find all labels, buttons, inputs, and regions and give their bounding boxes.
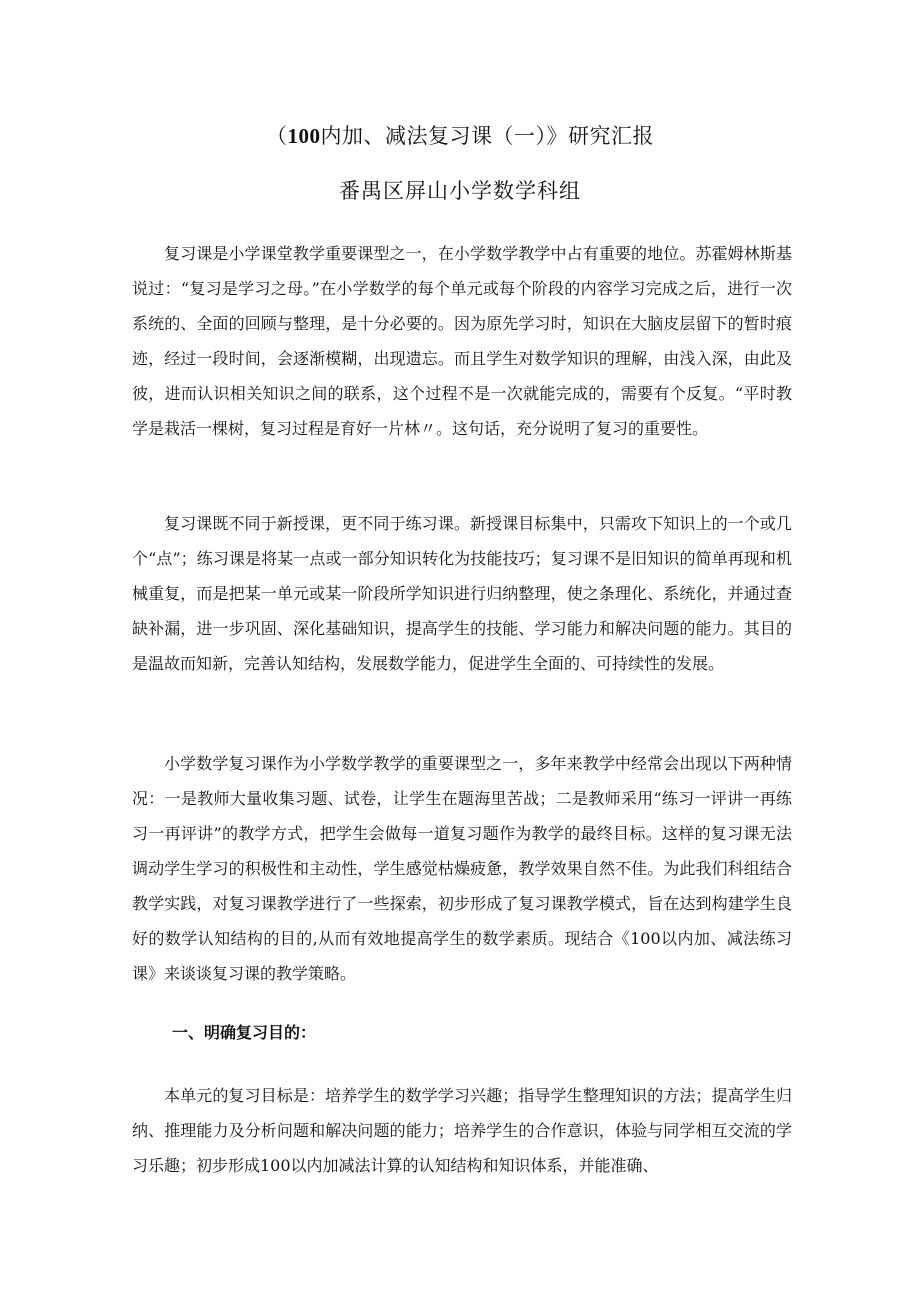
title-number: 100 (287, 124, 321, 148)
title-rest: 内加、减法复习课（一）》研究汇报 (320, 124, 654, 148)
paragraph-text: 复习课是小学课堂教学重要课型之一，在小学数学教学中占有重要的地位。苏霍姆林斯基说过：“复习是学习之母。”在小学数学的每个单元或每个阶段的内容学习完成之后，进行一次系统的、全面的回顾与整理，是十分必要的。因为原先学习时，知识在大脑皮层留下的暂时痕迹，经过一段时间，会逐渐模糊，出现遗忘。而且学生对数学知识的理解，由浅入深，由此及彼，进而认识相关知识之间的联系，这个过程不是一次就能完成的，需要有个反复。“平时教学是栽活一棵树，复习过程是育好一片林〃。这句话，充分说明了复习的重要性。 (132, 244, 792, 438)
paragraph-text: 复习课既不同于新授课，更不同于练习课。新授课目标集中，只需攻下知识上的一个或几个“点”；练习课是将某一点或一部分知识转化为技能技巧；复习课不是旧知识的简单再现和机械重复，而是把某一单元或某一阶段所学知识进行归纳整理，使之条理化、系统化，并通过查缺补漏，进一步巩固、深化基础知识，提高学生的技能、学习能力和解决问题的能力。其目的是温故而知新，完善认知结构，发展数学能力，促进学生全面的、可持续性的发展。 (132, 514, 792, 673)
title-paren: （ (266, 124, 288, 148)
section-heading: 一、明确复习目的： (172, 1023, 317, 1042)
paragraph-text: 小学数学复习课作为小学数学教学的重要课型之一，多年来教学中经常会出现以下两种情况：一是教师大量收集习题、试卷，让学生在题海里苦战；二是教师采用“练习一评讲一再练习一再评讲”的教学方式，把学生会做每一道复习题作为教学的最终目标。这样的复习课无法调动学生学习的积极性和主动性，学生感觉枯燥疲惫，教学效果自然不佳。为此我们科组结合教学实践，对复习课教学进行了一些探索，初步形成了复习课教学模式，旨在达到构建学生良好的数学认知结构的目的,从而有效地提高学生的数学素质。现结合《100以内加、减法练习课》来谈谈复习课的教学策略。 (132, 754, 792, 983)
paragraph-3 (132, 746, 792, 991)
document-subtitle: 番禺区屏山小学数学科组 (339, 179, 581, 203)
paragraph-text: 本单元的复习目标是：培养学生的数学学习兴趣；指导学生整理知识的方法；提高学生归纳、推理能力及分析问题和解决问题的能力；培养学生的合作意识，体验与同学相互交流的学习乐趣；初步形成100以内加减法计算的认知结构和知识体系，并能准确、 (132, 1086, 792, 1175)
paragraph-2 (132, 506, 792, 681)
paragraph-1 (132, 236, 792, 446)
document-title (0, 120, 920, 150)
section-paragraph (132, 1078, 792, 1183)
